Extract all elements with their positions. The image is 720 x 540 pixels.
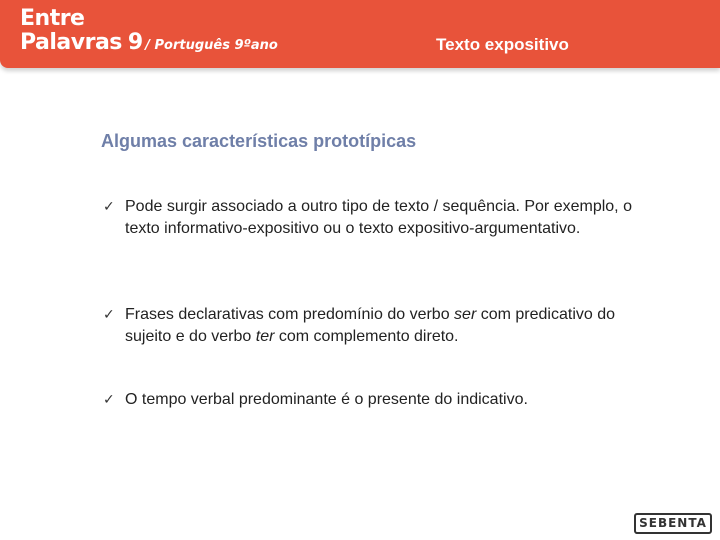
bullet-text: O tempo verbal predominante é o presente do indicativo.	[125, 391, 528, 408]
header-bar	[0, 0, 720, 68]
bullet-text-part: Frases declarativas com predomínio do verbo	[125, 306, 455, 323]
bullet-item	[103, 196, 663, 240]
bullet-text	[125, 304, 663, 348]
check-icon: ✓	[103, 307, 115, 323]
bullet-item	[103, 389, 663, 411]
bullet-text-part: com complemento direto.	[274, 328, 459, 345]
bullet-emphasis: ter	[255, 328, 275, 345]
logo-line2	[20, 32, 278, 54]
bullet-emphasis: ser	[454, 306, 477, 323]
slide-title: Texto expositivo	[436, 35, 569, 54]
bullet-text-part: com predicativo do sujeito e do verbo	[125, 306, 616, 345]
sebenta-logo: SEBENTA	[634, 513, 712, 534]
check-icon: ✓	[103, 199, 115, 215]
logo-subtitle: / Português 9ºano	[145, 38, 278, 53]
bullet-item	[103, 304, 663, 348]
entre-palavras-logo	[20, 8, 278, 54]
check-icon: ✓	[103, 392, 115, 408]
logo-brand: Palavras	[20, 30, 122, 55]
logo-number: 9	[127, 30, 144, 55]
section-heading: Algumas características prototípicas	[101, 131, 417, 151]
logo-line1: Entre	[20, 6, 85, 31]
bullet-text: Pode surgir associado a outro tipo de texto / sequência. Por exemplo, o texto informativo-expositivo ou o texto expositivo-argumentativo.	[125, 198, 632, 237]
